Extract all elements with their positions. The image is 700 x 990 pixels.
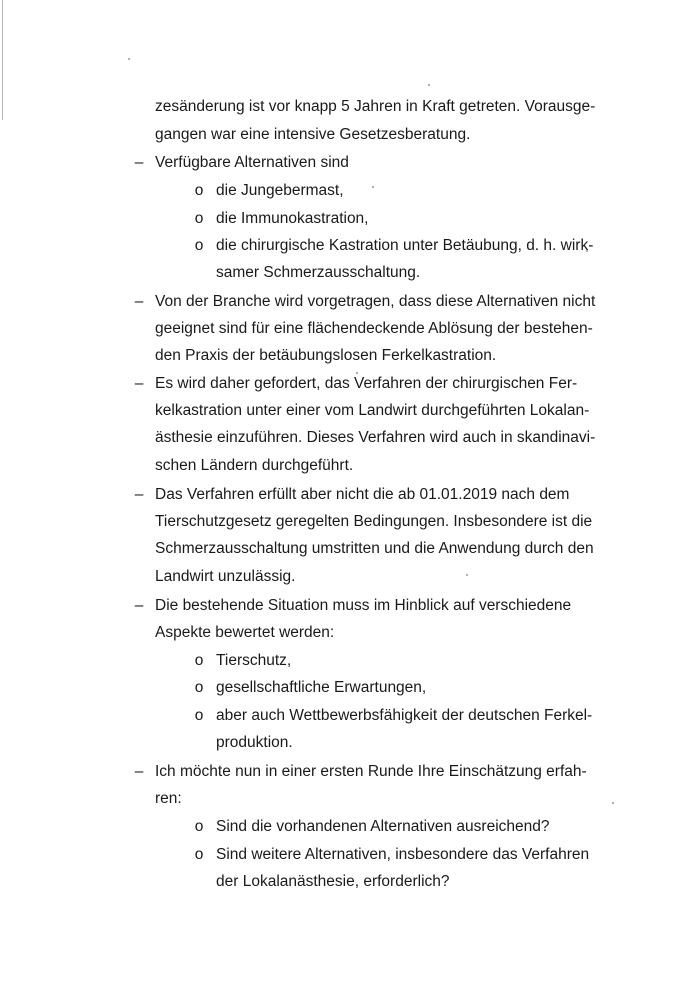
bullet-line: Schmerzausschaltung umstritten und die Anwendung durch den (155, 540, 594, 557)
bullet-line: Von der Branche wird vorgetragen, dass diese Alternativen nicht (155, 293, 596, 310)
bullet-line: ästhesie einzuführen. Dieses Verfahren wird auch in skandinavi- (155, 429, 596, 446)
subbullet-line: gesellschaftliche Erwartungen, (216, 679, 427, 696)
bullet-line: kelkastration unter einer vom Landwirt durchgeführten Lokalan- (155, 402, 590, 419)
bullet-dash: – (134, 763, 144, 780)
bullet-line: Das Verfahren erfüllt aber nicht die ab 01.01.2019 nach dem (155, 486, 570, 503)
subbullet-line: die Immunokastration, (216, 210, 369, 227)
subbullet-line: die Jungebermast, (216, 182, 344, 199)
scan-speck (428, 84, 430, 86)
subbullet-marker: o (194, 679, 204, 696)
bullet-dash: – (134, 597, 144, 614)
scan-speck (466, 574, 468, 576)
bullet-line: den Praxis der betäubungslosen Ferkelkastration. (155, 347, 497, 364)
subbullet-marker: o (194, 707, 204, 724)
bullet-line: Die bestehende Situation muss im Hinblick auf verschiedene (155, 597, 572, 614)
subbullet-line: der Lokalanästhesie, erforderlich? (216, 873, 450, 890)
subbullet-line: Sind weitere Alternativen, insbesondere das Verfahren (216, 846, 590, 863)
bullet-line: Landwirt unzulässig. (155, 568, 296, 585)
scan-speck (612, 802, 614, 804)
subbullet-marker: o (194, 237, 204, 254)
bullet-line: schen Ländern durchgeführt. (155, 457, 354, 474)
subbullet-line: aber auch Wettbewerbsfähigkeit der deutschen Ferkel- (216, 707, 593, 724)
bullet-line: ren: (155, 790, 182, 807)
scan-speck (372, 186, 374, 188)
subbullet-marker: o (194, 846, 204, 863)
subbullet-marker: o (194, 652, 204, 669)
bullet-dash: – (134, 486, 144, 503)
bullet-dash: – (134, 154, 144, 171)
subbullet-marker: o (194, 818, 204, 835)
bullet-line: Ich möchte nun in einer ersten Runde Ihre Einschätzung erfah- (155, 763, 587, 780)
paragraph-line: gangen war eine intensive Gesetzesberatung. (155, 126, 471, 143)
bullet-dash: – (134, 293, 144, 310)
scan-edge-mark (2, 0, 3, 120)
subbullet-line: die chirurgische Kastration unter Betäubung, d. h. wirk- (216, 237, 594, 254)
bullet-dash: – (134, 375, 144, 392)
bullet-line: Es wird daher gefordert, das Verfahren der chirurgischen Fer- (155, 375, 578, 392)
subbullet-marker: o (194, 210, 204, 227)
bullet-line: geeignet sind für eine flächendeckende Ablösung der bestehen- (155, 320, 593, 337)
subbullet-marker: o (194, 182, 204, 199)
bullet-line: Tierschutzgesetz geregelten Bedingungen. Insbesondere ist die (155, 513, 593, 530)
bullet-line: Aspekte bewertet werden: (155, 624, 335, 641)
subbullet-line: Sind die vorhandenen Alternativen ausreichend? (216, 818, 550, 835)
paragraph-line: zesänderung ist vor knapp 5 Jahren in Kraft getreten. Vorausge- (155, 98, 596, 115)
bullet-line: Verfügbare Alternativen sind (155, 154, 349, 171)
subbullet-line: Tierschutz, (216, 652, 292, 669)
scan-speck (128, 58, 130, 60)
subbullet-line: produktion. (216, 734, 293, 751)
subbullet-line: samer Schmerzausschaltung. (216, 264, 421, 281)
